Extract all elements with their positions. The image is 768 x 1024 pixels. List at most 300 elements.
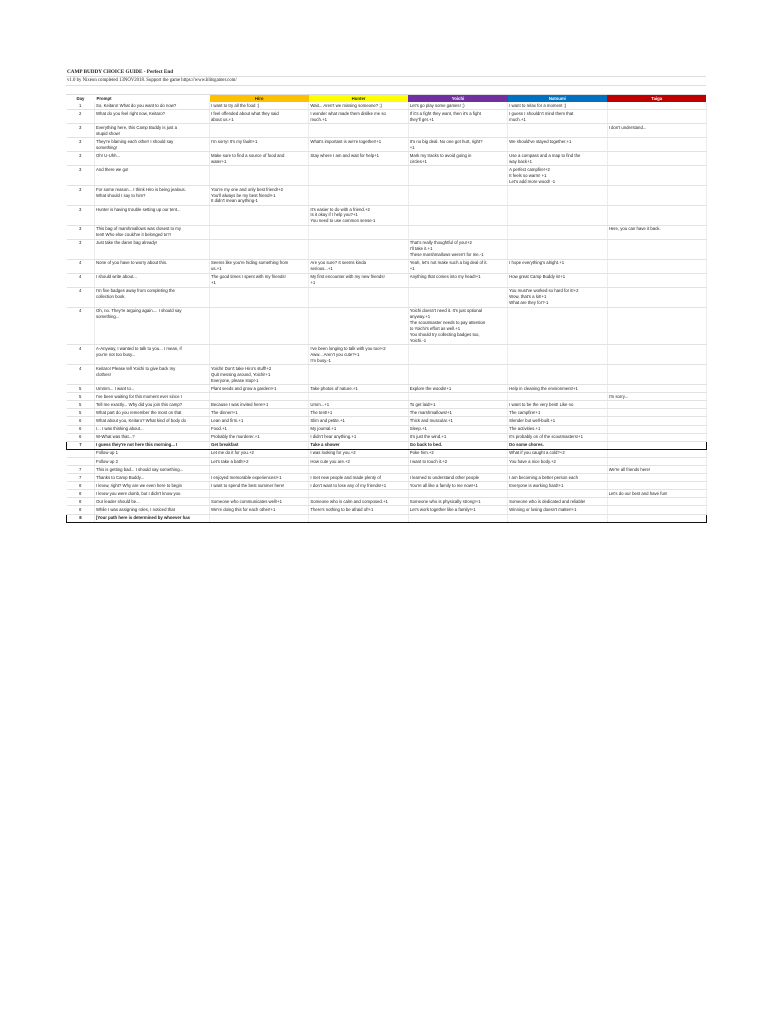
- yoichi-cell: [408, 385, 507, 393]
- hunter-cell: [309, 482, 408, 490]
- natsumi-text: Use a compass and a map to find the: [509, 152, 581, 158]
- yoichi-cell: [408, 273, 507, 287]
- hunter-text: I've been longing to talk with you too!+2: [310, 345, 386, 351]
- hiro-cell: [210, 393, 309, 401]
- taiga-cell: [607, 287, 706, 307]
- taiga-cell: [607, 393, 706, 401]
- hiro-text: I'm sorry! It's my fault!+1: [211, 138, 258, 144]
- yoichi-cell: [408, 287, 507, 307]
- prompt-cell: [95, 474, 210, 482]
- table-row: [67, 417, 707, 425]
- natsumi-cell: [508, 425, 607, 433]
- taiga-cell: [607, 490, 706, 498]
- natsumi-text: What if you caught a cold?+2: [509, 450, 565, 456]
- table-row: [67, 385, 707, 393]
- hiro-cell: [210, 138, 309, 152]
- hunter-cell: [309, 393, 408, 401]
- natsumi-cell: [508, 205, 607, 225]
- taiga-cell: [607, 498, 706, 506]
- prompt-text: I've been waiting for this moment ever since I: [96, 393, 182, 399]
- natsumi-cell: [508, 186, 607, 206]
- hiro-text: Probably the murderer.+1: [211, 434, 260, 440]
- hiro-text: I enjoyed memorable experiences!+1: [211, 474, 282, 480]
- yoichi-text: Yoichi.-1: [409, 337, 427, 343]
- hiro-cell: [210, 425, 309, 433]
- hunter-cell: [309, 457, 408, 465]
- hunter-text: How cute you are.+2: [310, 458, 350, 464]
- natsumi-text: Slender but well-built.+1: [509, 418, 556, 424]
- natsumi-text: Do some chores.: [509, 442, 544, 448]
- taiga-cell: [607, 514, 706, 522]
- taiga-cell: [607, 385, 706, 393]
- taiga-text: I'm sorry...: [608, 393, 629, 399]
- hunter-cell: [309, 152, 408, 166]
- hunter-cell: [309, 474, 408, 482]
- hiro-cell: [210, 273, 309, 287]
- natsumi-text: Let's add more wood! -1: [509, 178, 556, 184]
- taiga-cell: [607, 225, 706, 239]
- hunter-cell: [309, 409, 408, 417]
- table-row: [67, 514, 707, 522]
- hiro-cell: [210, 498, 309, 506]
- hiro-text: You'll always be my best friend!+1: [211, 192, 276, 198]
- day-cell: 3: [67, 124, 95, 138]
- taiga-cell: [607, 205, 706, 225]
- hunter-cell: [309, 385, 408, 393]
- table-row: [67, 273, 707, 287]
- table-row: [67, 498, 707, 506]
- hiro-cell: [210, 506, 309, 514]
- taiga-cell: [607, 124, 706, 138]
- natsumi-cell: [508, 345, 607, 365]
- prompt-text: clothes!: [96, 371, 111, 377]
- day-cell: 8: [67, 498, 95, 506]
- natsumi-text: It's probably on of the scoutmasters!+1: [509, 434, 583, 440]
- yoichi-text: If it's a fight they want, then it's a fight: [409, 110, 481, 116]
- hunter-text: My journal.+1: [310, 426, 337, 432]
- hiro-text: water+1: [211, 158, 227, 164]
- taiga-cell: [607, 259, 706, 273]
- day-cell: 4: [67, 345, 95, 365]
- prompt-text: Thanks to Camp Buddy...: [96, 474, 145, 480]
- day-cell: 5: [67, 385, 95, 393]
- natsumi-cell: [508, 474, 607, 482]
- day-cell: 2: [67, 110, 95, 124]
- natsumi-cell: [508, 152, 607, 166]
- yoichi-cell: [408, 166, 507, 186]
- column-header-natsumi: Natsumi: [508, 95, 607, 102]
- hunter-cell: [309, 449, 408, 457]
- hiro-cell: [210, 449, 309, 457]
- taiga-cell: [607, 409, 706, 417]
- choice-table: [66, 95, 707, 523]
- prompt-text: I... I was thinking about...: [96, 426, 144, 432]
- column-header-hunter: Hunter: [309, 95, 408, 102]
- day-cell: 4: [67, 259, 95, 273]
- hiro-cell: [210, 490, 309, 498]
- hunter-cell: [309, 307, 408, 345]
- table-row: [67, 225, 707, 239]
- day-cell: 6: [67, 417, 95, 425]
- prompt-cell: [95, 457, 210, 465]
- yoichi-text: It's no big deal. No one got hurt, right?: [409, 138, 483, 144]
- prompt-cell: [95, 345, 210, 365]
- hiro-cell: [210, 287, 309, 307]
- column-header-prompt: Prompt: [95, 95, 210, 102]
- natsumi-cell: [508, 514, 607, 522]
- yoichi-cell: [408, 417, 507, 425]
- table-row: [67, 138, 707, 152]
- taiga-cell: [607, 102, 706, 110]
- yoichi-cell: [408, 225, 507, 239]
- natsumi-text: I hope everything's alright.+1: [509, 260, 565, 266]
- natsumi-text: What are they for?-1: [509, 300, 549, 306]
- hunter-text: I didn't hear anything.+1: [310, 434, 357, 440]
- day-cell: 8: [67, 514, 95, 522]
- table-row: [67, 239, 707, 259]
- hiro-text: Let's take a bath!+2: [211, 458, 249, 464]
- day-cell: 3: [67, 152, 95, 166]
- natsumi-cell: [508, 441, 607, 449]
- hunter-text: What's important is we're together!+1: [310, 138, 382, 144]
- hunter-text: I was looking for you.+2: [310, 450, 356, 456]
- document-subtitle: v1.0 by Nixeon completed 13NOV2018. Support the game https://www.blitsgamer.com/: [66, 77, 706, 86]
- table-row: [67, 482, 707, 490]
- yoichi-cell: [408, 124, 507, 138]
- hiro-text: Yoichi! Don't take Hiro's stuff!+2: [211, 365, 272, 371]
- taiga-cell: [607, 482, 706, 490]
- hiro-text: I want to try all the food :): [211, 102, 260, 108]
- hiro-text: The dinner!+1: [211, 409, 238, 415]
- prompt-text: This bag of marshmallows was closest to my: [96, 226, 182, 232]
- hunter-cell: [309, 186, 408, 206]
- natsumi-cell: [508, 287, 607, 307]
- prompt-text: something!: [96, 144, 118, 150]
- yoichi-text: The scoutmaster needs to pay attention: [409, 320, 486, 326]
- prompt-text: collection book.: [96, 294, 126, 300]
- yoichi-cell: [408, 401, 507, 409]
- yoichi-text: Someone who is physically strong!+1: [409, 498, 481, 504]
- hiro-cell: [210, 186, 309, 206]
- prompt-text: They're blaming each other! I should say: [96, 138, 174, 144]
- hiro-cell: [210, 433, 309, 441]
- hunter-text: I met new people and made plenty of: [310, 474, 381, 480]
- natsumi-text: I am becoming a better person each: [509, 474, 578, 480]
- yoichi-text: Let's work together like a family!+1: [409, 507, 476, 513]
- yoichi-text: Let's go play some games! ;): [409, 102, 465, 108]
- prompt-text: Keitaro! Please tell Yoichi to give back my: [96, 365, 176, 371]
- day-cell: 3: [67, 186, 95, 206]
- yoichi-cell: [408, 393, 507, 401]
- hiro-cell: [210, 205, 309, 225]
- natsumi-cell: [508, 138, 607, 152]
- taiga-cell: [607, 441, 706, 449]
- natsumi-text: much.+1: [509, 116, 526, 122]
- yoichi-cell: [408, 102, 507, 110]
- taiga-text: We're all friends here!: [608, 466, 651, 472]
- table-row: [67, 401, 707, 409]
- yoichi-text: to Yoichi's effort as well.+1: [409, 325, 461, 331]
- prompt-cell: [95, 102, 210, 110]
- hiro-cell: [210, 225, 309, 239]
- blank-row: [66, 86, 706, 95]
- natsumi-text: I want to be the very best! Like no: [509, 401, 574, 407]
- hunter-text: There's nothing to be afraid of!+1: [310, 507, 374, 513]
- day-cell: 3: [67, 138, 95, 152]
- yoichi-text: anyway.+1: [409, 314, 431, 320]
- table-row: [67, 441, 707, 449]
- prompt-text: So, Keitaro! What do you want to do now?: [96, 102, 177, 108]
- prompt-cell: [95, 385, 210, 393]
- hiro-text: I want to spend the best summer here!: [211, 482, 285, 488]
- yoichi-text: Yoichi doesn't need it. It's just optional: [409, 308, 482, 314]
- prompt-text: I know you were dumb, but I didn't know you: [96, 490, 181, 496]
- prompt-cell: [95, 490, 210, 498]
- hiro-text: We're doing this for each other!+1: [211, 507, 276, 513]
- prompt-cell: [95, 124, 210, 138]
- day-cell: 5: [67, 409, 95, 417]
- prompt-text: [Your path here is determined by whoever has: [96, 515, 190, 521]
- yoichi-cell: [408, 457, 507, 465]
- hiro-text: Let me do it for you.+2: [211, 450, 254, 456]
- taiga-cell: [607, 138, 706, 152]
- prompt-cell: [95, 482, 210, 490]
- hunter-cell: [309, 259, 408, 273]
- yoichi-cell: [408, 138, 507, 152]
- hiro-cell: [210, 474, 309, 482]
- day-cell: 7: [67, 466, 95, 474]
- hiro-text: Plant seeds and grow a garden!+1: [211, 385, 277, 391]
- day-cell: [67, 457, 95, 465]
- prompt-cell: [95, 166, 210, 186]
- table-row: [67, 287, 707, 307]
- prompt-cell: [95, 441, 210, 449]
- prompt-text: Follow up 2: [96, 458, 118, 464]
- natsumi-text: Help in cleaning the environment!+1: [509, 385, 578, 391]
- prompt-cell: [95, 273, 210, 287]
- taiga-text: I don't understand...: [608, 124, 647, 130]
- table-row: [67, 490, 707, 498]
- document-title: CAMP BUDDY CHOICE GUIDE - Perfect End: [66, 68, 706, 77]
- hunter-text: much.+1: [310, 116, 327, 122]
- hiro-text: The good times I spent with my friends!: [211, 274, 286, 280]
- prompt-text: While I was assigning roles, I noticed that: [96, 507, 175, 513]
- prompt-text: None of you have to worry about this.: [96, 260, 168, 266]
- prompt-text: stupid show!: [96, 130, 120, 136]
- yoichi-cell: [408, 239, 507, 259]
- prompt-text: And there we go!: [96, 166, 129, 172]
- yoichi-text: I learned to understand other people: [409, 474, 480, 480]
- yoichi-text: Mark my tracks to avoid going in: [409, 152, 472, 158]
- yoichi-cell: [408, 506, 507, 514]
- hiro-text: us.+1: [211, 266, 222, 272]
- hiro-cell: [210, 482, 309, 490]
- hunter-text: Slim and petite.+1: [310, 418, 345, 424]
- hunter-text: I wonder what made them dislike me so: [310, 110, 386, 116]
- prompt-text: I should write about...: [96, 274, 137, 280]
- hiro-text: Seems like you're hiding something from: [211, 260, 289, 266]
- taiga-cell: [607, 433, 706, 441]
- natsumi-text: The activities.+1: [509, 426, 541, 432]
- taiga-cell: [607, 365, 706, 385]
- prompt-text: something...: [96, 314, 120, 320]
- prompt-cell: [95, 205, 210, 225]
- yoichi-text: circles+1: [409, 158, 427, 164]
- hunter-cell: [309, 401, 408, 409]
- hiro-cell: [210, 365, 309, 385]
- natsumi-cell: [508, 166, 607, 186]
- hiro-cell: [210, 401, 309, 409]
- prompt-cell: [95, 225, 210, 239]
- hiro-cell: [210, 466, 309, 474]
- prompt-text: W-What was that...?: [96, 434, 135, 440]
- hiro-cell: [210, 417, 309, 425]
- prompt-text: For some reason... I think Hiro is being jealous.: [96, 186, 186, 192]
- day-cell: 6: [67, 433, 95, 441]
- prompt-cell: [95, 307, 210, 345]
- natsumi-text: Winning or losing doesn't matter!+1: [509, 507, 577, 513]
- hunter-cell: [309, 225, 408, 239]
- natsumi-cell: [508, 482, 607, 490]
- hunter-text: Take a shower: [310, 442, 340, 448]
- hiro-cell: [210, 124, 309, 138]
- table-row: [67, 393, 707, 401]
- hunter-cell: [309, 205, 408, 225]
- natsumi-text: You must've worked so hard for it!+2: [509, 288, 579, 294]
- hunter-cell: [309, 417, 408, 425]
- day-cell: 4: [67, 287, 95, 307]
- hiro-text: Make sure to find a source of food and: [211, 152, 285, 158]
- prompt-cell: [95, 393, 210, 401]
- column-header-day: Day: [67, 95, 95, 102]
- prompt-text: Ummm... I want to...: [96, 385, 135, 391]
- taiga-cell: [607, 273, 706, 287]
- prompt-cell: [95, 433, 210, 441]
- hunter-cell: [309, 490, 408, 498]
- table-row: [67, 449, 707, 457]
- yoichi-text: Yeah, let's not make such a big deal of it.: [409, 260, 488, 266]
- taiga-cell: [607, 166, 706, 186]
- natsumi-text: Everyone is working hard!+1: [509, 482, 564, 488]
- hiro-cell: [210, 152, 309, 166]
- taiga-cell: [607, 417, 706, 425]
- day-cell: 3: [67, 166, 95, 186]
- day-cell: 8: [67, 506, 95, 514]
- natsumi-text: The campfire!+1: [509, 409, 541, 415]
- hiro-cell: [210, 409, 309, 417]
- day-cell: [67, 449, 95, 457]
- hunter-cell: [309, 345, 408, 365]
- yoichi-cell: [408, 409, 507, 417]
- prompt-text: What part do you remember the most on that: [96, 409, 182, 415]
- prompt-cell: [95, 186, 210, 206]
- prompt-text: Everything here, this Camp Buddy is just a: [96, 124, 177, 130]
- hiro-cell: [210, 385, 309, 393]
- yoichi-cell: [408, 152, 507, 166]
- yoichi-cell: [408, 441, 507, 449]
- yoichi-cell: [408, 186, 507, 206]
- yoichi-cell: [408, 474, 507, 482]
- natsumi-text: You have a nice body.+2: [509, 458, 556, 464]
- prompt-text: This is getting bad... I should say something...: [96, 466, 184, 472]
- hunter-text: The tent!+1: [310, 409, 333, 415]
- yoichi-cell: [408, 365, 507, 385]
- hunter-cell: [309, 498, 408, 506]
- hunter-cell: [309, 124, 408, 138]
- hiro-text: You're my one and only best friend!+2: [211, 186, 283, 192]
- table-row: [67, 307, 707, 345]
- hiro-text: about us.+1: [211, 116, 234, 122]
- yoichi-text: Go back to bed.: [409, 442, 443, 448]
- hunter-text: Wait... Aren't we missing someone? ;): [310, 102, 382, 108]
- hunter-text: I'm busy.-1: [310, 357, 331, 363]
- hunter-cell: [309, 273, 408, 287]
- hunter-cell: [309, 138, 408, 152]
- yoichi-text: It's just the wind.+1: [409, 434, 447, 440]
- yoichi-cell: [408, 449, 507, 457]
- taiga-text: Here, you can have it back.: [608, 226, 661, 232]
- day-cell: 3: [67, 205, 95, 225]
- table-row: [67, 457, 707, 465]
- table-row: [67, 474, 707, 482]
- hiro-text: Because I was invited here!+1: [211, 401, 269, 407]
- prompt-text: Tell me exactly... Why did you join this camp?: [96, 401, 183, 407]
- hiro-text: Get breakfast: [211, 442, 239, 448]
- table-row: [67, 466, 707, 474]
- day-cell: 3: [67, 239, 95, 259]
- taiga-cell: [607, 152, 706, 166]
- natsumi-cell: [508, 307, 607, 345]
- natsumi-cell: [508, 457, 607, 465]
- prompt-cell: [95, 466, 210, 474]
- table-row: [67, 425, 707, 433]
- hiro-cell: [210, 239, 309, 259]
- hiro-cell: [210, 259, 309, 273]
- hunter-cell: [309, 466, 408, 474]
- yoichi-cell: [408, 205, 507, 225]
- prompt-cell: [95, 425, 210, 433]
- yoichi-text: Sleep.+1: [409, 426, 427, 432]
- hunter-cell: [309, 166, 408, 186]
- yoichi-text: Explore the woods!+1: [409, 385, 452, 391]
- natsumi-cell: [508, 273, 607, 287]
- natsumi-text: way back+1: [509, 158, 532, 164]
- prompt-text: What should I say to him?: [96, 192, 146, 198]
- prompt-text: What about you, Keitaro? What kind of body do: [96, 418, 187, 424]
- day-cell: 1: [67, 102, 95, 110]
- natsumi-cell: [508, 259, 607, 273]
- prompt-text: Hunter is having trouble setting up our tent...: [96, 206, 181, 212]
- prompt-cell: [95, 287, 210, 307]
- natsumi-cell: [508, 506, 607, 514]
- yoichi-cell: [408, 466, 507, 474]
- prompt-text: Our leader should be...: [96, 498, 140, 504]
- hiro-cell: [210, 307, 309, 345]
- yoichi-text: Poke him.+2: [409, 450, 434, 456]
- taiga-text: Let's do our best and have fun!: [608, 490, 668, 496]
- natsumi-cell: [508, 124, 607, 138]
- hiro-text: Quit messing around, Yoichi!+1: [211, 371, 271, 377]
- table-row: [67, 205, 707, 225]
- prompt-text: What do you feel right now, Keitaro?: [96, 110, 166, 116]
- natsumi-cell: [508, 385, 607, 393]
- hunter-text: Is it okay if I help you?+1: [310, 212, 358, 218]
- table-row: [67, 409, 707, 417]
- hunter-cell: [309, 425, 408, 433]
- day-cell: 7: [67, 474, 95, 482]
- hunter-text: Aww... Aren't you cute?+1: [310, 351, 360, 357]
- hunter-cell: [309, 110, 408, 124]
